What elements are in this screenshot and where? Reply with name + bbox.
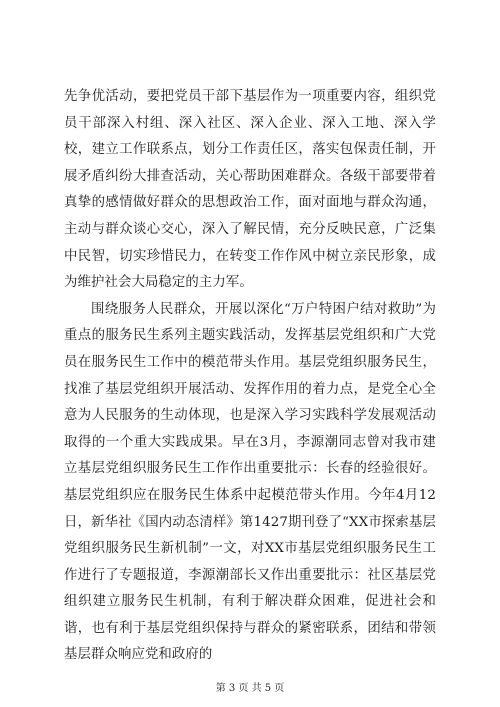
paragraph-2: 围绕服务人民群众，开展以深化“万户特困户结对救助”为重点的服务民生系列主题实践活动，发挥基层党组织和广大党员在服务民生工作中的模范带头作用。基层党组织服务民生，找准了基层党组织开展活动、发挥作用的着力点，是党全心全意为人民服务的生动体现，也是深入学习实践科学发展观活动取得的一个重大实践成果。早在3月，李源潮同志曾对我市建立基层党组织服务民生工作作出重要批示：长春的经验很好。基层党组织应在服务民生体系中起模范带头作用。今年4月12日，新华社《国内动态清样》第1427期刊登了“XX市探索基层党组织服务民生新机制”一文，对XX市基层党组织服务民生工作进行了专题报道，李源潮部长又作出重要批示：社区基层党组织建立服务民生机制，有利于解决群众困难，促进社会和谐，也有利于基层党组织保持与群众的紧密联系，团结和带领基层群众响应党和政府的 xyxy=(64,301,436,663)
body-text xyxy=(64,84,436,669)
page-footer: 第 3 页 共 5 页 xyxy=(215,683,285,694)
paragraph-1: 先争优活动，要把党员干部下基层作为一项重要内容，组织党员干部深入村组、深入社区、深入企业、深入工地、深入学校，建立工作联系点，划分工作责任区，落实包保责任制，开展矛盾纠纷大排查活动，关心帮助困难群众。各级干部要带着真挚的感情做好群众的思想政治工作，面对面地与群众沟通，主动与群众谈心交心，深入了解民情，充分反映民意，广泛集中民智，切实珍惜民力，在转变工作作风中树立亲民形象，成为维护社会大局稳定的主力军。 xyxy=(64,89,436,291)
